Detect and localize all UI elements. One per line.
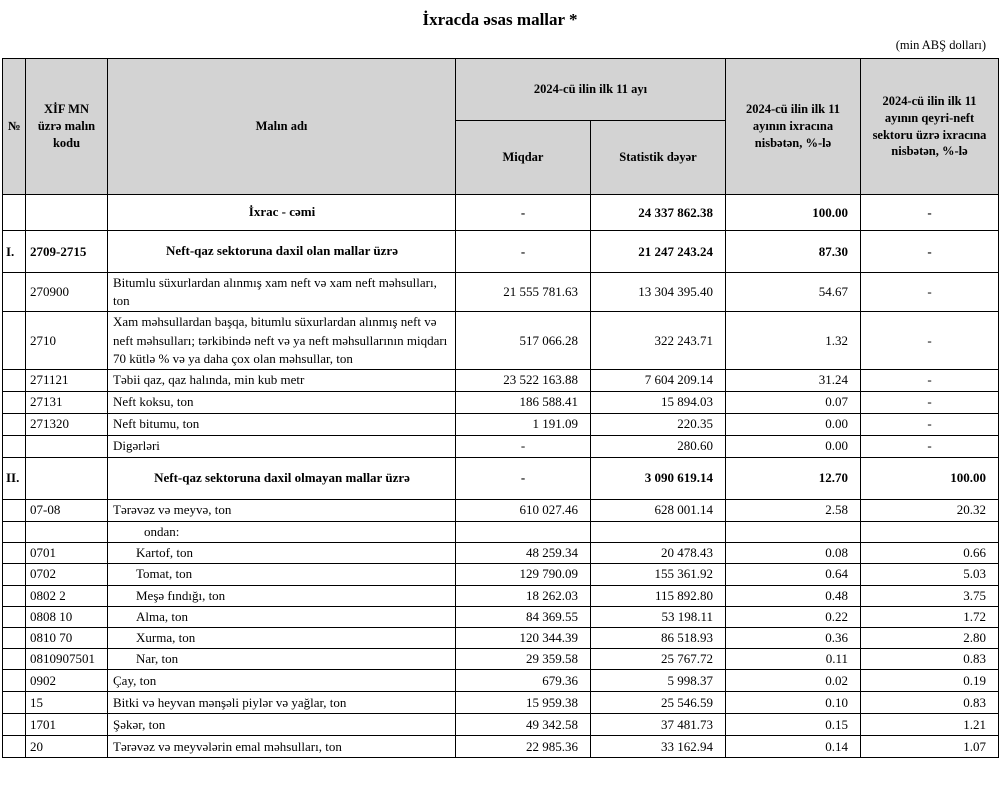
cell-name: Meşə fındığı, ton xyxy=(108,585,456,606)
cell-pct2 xyxy=(861,521,999,542)
header-pct-nonoil: 2024-cü ilin ilk 11 ayının qeyri-neft sektoru üzrə ixracına nisbətən, %-lə xyxy=(861,59,999,195)
cell-name: Xurma, ton xyxy=(108,627,456,648)
cell-value: 24 337 862.38 xyxy=(591,195,726,231)
cell-pct2: 3.75 xyxy=(861,585,999,606)
table-row xyxy=(3,543,999,564)
table-row xyxy=(3,457,999,499)
table-body xyxy=(3,195,999,758)
cell-qty: 517 066.28 xyxy=(456,312,591,370)
cell-value: 3 090 619.14 xyxy=(591,457,726,499)
cell-qty: 23 522 163.88 xyxy=(456,369,591,391)
header-pct-total: 2024-cü ilin ilk 11 ayının ixracına nisbətən, %-lə xyxy=(726,59,861,195)
cell-no xyxy=(3,273,26,312)
cell-value: 155 361.92 xyxy=(591,564,726,585)
cell-pct2: - xyxy=(861,369,999,391)
header-code: XİF MN üzrə malın kodu xyxy=(26,59,108,195)
cell-name: Şəkər, ton xyxy=(108,714,456,736)
cell-pct2: - xyxy=(861,273,999,312)
cell-name: Tərəvəz və meyvə, ton xyxy=(108,499,456,521)
cell-value: 86 518.93 xyxy=(591,627,726,648)
cell-name: Bitumlu süxurlardan alınmış xam neft və xam neft məhsulları, ton xyxy=(108,273,456,312)
cell-pct1: 0.00 xyxy=(726,435,861,457)
cell-name: Nar, ton xyxy=(108,649,456,670)
cell-value: 25 546.59 xyxy=(591,692,726,714)
cell-code: 0808 10 xyxy=(26,606,108,627)
cell-qty: 679.36 xyxy=(456,670,591,692)
cell-pct1: 31.24 xyxy=(726,369,861,391)
cell-value: 33 162.94 xyxy=(591,736,726,758)
cell-qty: 49 342.58 xyxy=(456,714,591,736)
unit-note: (min ABŞ dolları) xyxy=(895,38,986,52)
cell-code: 271320 xyxy=(26,413,108,435)
cell-no xyxy=(3,649,26,670)
cell-name: Neft-qaz sektoruna daxil olan mallar üzrə xyxy=(108,231,456,273)
cell-value: 5 998.37 xyxy=(591,670,726,692)
cell-no: I. xyxy=(3,231,26,273)
page-title: İxracda əsas mallar * xyxy=(422,10,578,29)
table-row xyxy=(3,606,999,627)
cell-no xyxy=(3,391,26,413)
cell-value: 280.60 xyxy=(591,435,726,457)
cell-code: 07-08 xyxy=(26,499,108,521)
cell-name: Təbii qaz, qaz halında, min kub metr xyxy=(108,369,456,391)
cell-qty: 22 985.36 xyxy=(456,736,591,758)
cell-code: 0702 xyxy=(26,564,108,585)
cell-code: 2710 xyxy=(26,312,108,370)
cell-name: Alma, ton xyxy=(108,606,456,627)
cell-qty: 48 259.34 xyxy=(456,543,591,564)
cell-pct1: 0.02 xyxy=(726,670,861,692)
cell-code: 27131 xyxy=(26,391,108,413)
cell-no xyxy=(3,692,26,714)
cell-code: 1701 xyxy=(26,714,108,736)
cell-name: Tərəvəz və meyvələrin emal məhsulları, ton xyxy=(108,736,456,758)
cell-code: 0902 xyxy=(26,670,108,692)
cell-qty: - xyxy=(456,435,591,457)
cell-value: 20 478.43 xyxy=(591,543,726,564)
cell-code: 0802 2 xyxy=(26,585,108,606)
cell-qty: 18 262.03 xyxy=(456,585,591,606)
table-row xyxy=(3,670,999,692)
table-row xyxy=(3,714,999,736)
cell-pct1: 0.11 xyxy=(726,649,861,670)
cell-qty: 21 555 781.63 xyxy=(456,273,591,312)
table-row xyxy=(3,312,999,370)
cell-value: 13 304 395.40 xyxy=(591,273,726,312)
cell-no: II. xyxy=(3,457,26,499)
cell-pct2: - xyxy=(861,391,999,413)
cell-pct1: 0.36 xyxy=(726,627,861,648)
cell-qty: - xyxy=(456,457,591,499)
cell-qty: 29 359.58 xyxy=(456,649,591,670)
cell-no xyxy=(3,413,26,435)
table-row xyxy=(3,649,999,670)
cell-name: ondan: xyxy=(108,521,456,542)
cell-code xyxy=(26,457,108,499)
table-row xyxy=(3,369,999,391)
cell-pct1: 0.00 xyxy=(726,413,861,435)
cell-no xyxy=(3,627,26,648)
cell-pct1: 0.48 xyxy=(726,585,861,606)
cell-no xyxy=(3,714,26,736)
table-row xyxy=(3,521,999,542)
cell-value: 115 892.80 xyxy=(591,585,726,606)
cell-value: 37 481.73 xyxy=(591,714,726,736)
cell-code: 271121 xyxy=(26,369,108,391)
cell-value: 7 604 209.14 xyxy=(591,369,726,391)
cell-no xyxy=(3,435,26,457)
cell-code xyxy=(26,521,108,542)
cell-pct2: - xyxy=(861,413,999,435)
cell-code: 0810907501 xyxy=(26,649,108,670)
header-value: Statistik dəyər xyxy=(591,121,726,195)
cell-pct2: - xyxy=(861,435,999,457)
cell-value: 53 198.11 xyxy=(591,606,726,627)
cell-qty: 1 191.09 xyxy=(456,413,591,435)
cell-code: 20 xyxy=(26,736,108,758)
cell-pct1 xyxy=(726,521,861,542)
cell-qty: - xyxy=(456,195,591,231)
cell-name: Neft-qaz sektoruna daxil olmayan mallar üzrə xyxy=(108,457,456,499)
cell-value: 628 001.14 xyxy=(591,499,726,521)
cell-name: Neft koksu, ton xyxy=(108,391,456,413)
cell-no xyxy=(3,195,26,231)
cell-pct1: 100.00 xyxy=(726,195,861,231)
table-row xyxy=(3,692,999,714)
cell-name: Kartof, ton xyxy=(108,543,456,564)
table-row xyxy=(3,585,999,606)
cell-pct2: 100.00 xyxy=(861,457,999,499)
cell-qty: - xyxy=(456,231,591,273)
table-row xyxy=(3,627,999,648)
table-row xyxy=(3,391,999,413)
cell-code: 0701 xyxy=(26,543,108,564)
cell-no xyxy=(3,543,26,564)
cell-pct2: 0.83 xyxy=(861,649,999,670)
cell-qty: 15 959.38 xyxy=(456,692,591,714)
cell-name: Bitki və heyvan mənşəli piylər və yağlar, ton xyxy=(108,692,456,714)
table-row xyxy=(3,499,999,521)
cell-no xyxy=(3,606,26,627)
header-period: 2024-cü ilin ilk 11 ayı xyxy=(456,59,726,121)
header-quantity: Miqdar xyxy=(456,121,591,195)
cell-code xyxy=(26,195,108,231)
cell-no xyxy=(3,564,26,585)
cell-code: 270900 xyxy=(26,273,108,312)
cell-no xyxy=(3,585,26,606)
cell-pct1: 0.22 xyxy=(726,606,861,627)
table-row xyxy=(3,273,999,312)
cell-pct2: 0.83 xyxy=(861,692,999,714)
table-row xyxy=(3,736,999,758)
cell-no xyxy=(3,312,26,370)
cell-code: 2709-2715 xyxy=(26,231,108,273)
cell-value: 21 247 243.24 xyxy=(591,231,726,273)
cell-qty: 129 790.09 xyxy=(456,564,591,585)
cell-value: 220.35 xyxy=(591,413,726,435)
cell-no xyxy=(3,369,26,391)
cell-name: Neft bitumu, ton xyxy=(108,413,456,435)
cell-no xyxy=(3,670,26,692)
cell-pct1: 2.58 xyxy=(726,499,861,521)
cell-name: İxrac - cəmi xyxy=(108,195,456,231)
cell-value: 322 243.71 xyxy=(591,312,726,370)
cell-no xyxy=(3,736,26,758)
cell-pct1: 0.64 xyxy=(726,564,861,585)
cell-pct1: 0.14 xyxy=(726,736,861,758)
cell-pct1: 54.67 xyxy=(726,273,861,312)
cell-value: 15 894.03 xyxy=(591,391,726,413)
table-row xyxy=(3,435,999,457)
table-row xyxy=(3,564,999,585)
header-name: Malın adı xyxy=(108,59,456,195)
cell-pct2: 1.07 xyxy=(861,736,999,758)
cell-pct2: - xyxy=(861,195,999,231)
cell-pct2: 5.03 xyxy=(861,564,999,585)
cell-no xyxy=(3,521,26,542)
cell-pct1: 1.32 xyxy=(726,312,861,370)
cell-pct1: 0.15 xyxy=(726,714,861,736)
cell-code xyxy=(26,435,108,457)
cell-value xyxy=(591,521,726,542)
table-row xyxy=(3,195,999,231)
cell-pct1: 12.70 xyxy=(726,457,861,499)
cell-pct2: 2.80 xyxy=(861,627,999,648)
cell-qty: 84 369.55 xyxy=(456,606,591,627)
cell-pct1: 0.08 xyxy=(726,543,861,564)
cell-pct2: 20.32 xyxy=(861,499,999,521)
cell-qty: 186 588.41 xyxy=(456,391,591,413)
cell-qty xyxy=(456,521,591,542)
cell-pct2: - xyxy=(861,312,999,370)
cell-name: Digərləri xyxy=(108,435,456,457)
cell-value: 25 767.72 xyxy=(591,649,726,670)
cell-name: Tomat, ton xyxy=(108,564,456,585)
cell-pct2: 0.66 xyxy=(861,543,999,564)
cell-pct1: 87.30 xyxy=(726,231,861,273)
cell-qty: 610 027.46 xyxy=(456,499,591,521)
cell-code: 15 xyxy=(26,692,108,714)
cell-name: Xam məhsullardan başqa, bitumlu süxurlardan alınmış neft və neft məhsulları; tərkibində neft və ya neft məhsullarının miqdarı 70 kütlə % və ya daha çox olan məhsullar, ton xyxy=(108,312,456,370)
table-row xyxy=(3,231,999,273)
cell-pct1: 0.07 xyxy=(726,391,861,413)
header-no: № xyxy=(3,59,26,195)
cell-pct2: - xyxy=(861,231,999,273)
table-row xyxy=(3,413,999,435)
cell-pct2: 1.72 xyxy=(861,606,999,627)
cell-pct2: 0.19 xyxy=(861,670,999,692)
export-table xyxy=(2,58,999,758)
cell-code: 0810 70 xyxy=(26,627,108,648)
cell-name: Çay, ton xyxy=(108,670,456,692)
cell-qty: 120 344.39 xyxy=(456,627,591,648)
cell-pct2: 1.21 xyxy=(861,714,999,736)
table-header xyxy=(3,59,999,195)
cell-pct1: 0.10 xyxy=(726,692,861,714)
cell-no xyxy=(3,499,26,521)
